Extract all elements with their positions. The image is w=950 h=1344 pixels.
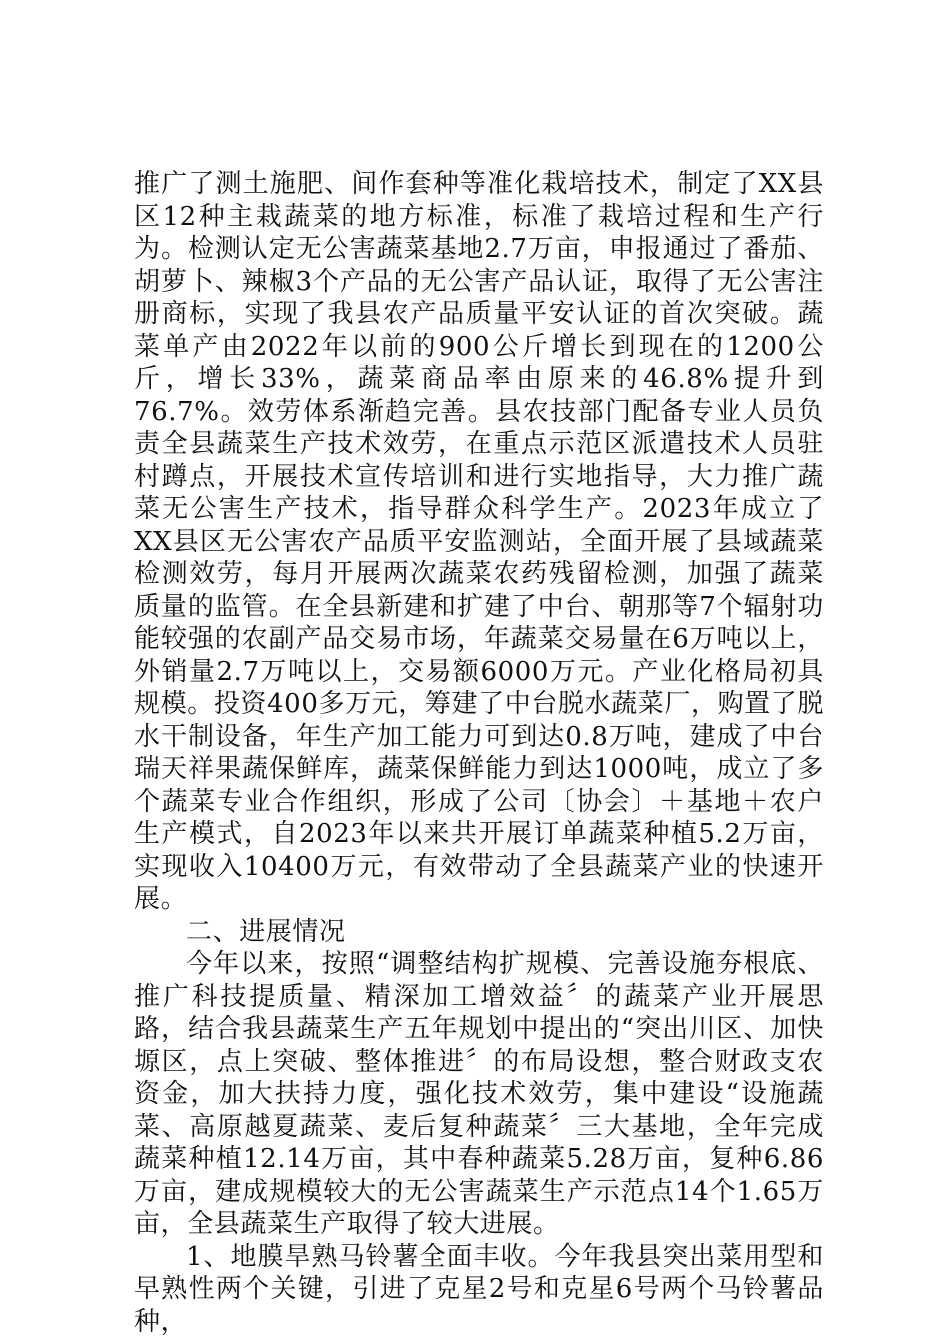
body-paragraph-potato: 1、地膜旱熟马铃薯全面丰收。今年我县突出菜用型和早熟性两个关键，引进了克星2号和克星6号两个马铃薯品种， xyxy=(134,1241,824,1337)
document-page xyxy=(134,168,824,1338)
body-paragraph-progress: 今年以来，按照“调整结构扩规模、完善设施夯根底、推广科技提质量、精深加工增效益〞的蔬菜产业开展思路，结合我县蔬菜生产五年规划中提出的“突出川区、加快塬区，点上突破、整体推进〞的布局设想，整合财政支农资金，加大扶持力度，强化技术效劳，集中建设“设施蔬菜、高原越夏蔬菜、麦后复种蔬菜〞三大基地，全年完成蔬菜种植12.14万亩，其中春种蔬菜5.28万亩，复种6.86万亩，建成规模较大的无公害蔬菜生产示范点14个1.65万亩，全县蔬菜生产取得了较大进展。 xyxy=(134,949,824,1239)
body-paragraph-continuation: 推广了测土施肥、间作套种等准化栽培技术，制定了XX县区12种主栽蔬菜的地方标准，标准了栽培过程和生产行为。检测认定无公害蔬菜基地2.7万亩，申报通过了番茄、胡萝卜、辣椒3个产品的无公害产品认证，取得了无公害注册商标，实现了我县农产品质量平安认证的首次突破。蔬菜单产由2022年以前的900公斤增长到现在的1200公斤，增长33%，蔬菜商品率由原来的46.8%提升到76.7%。效劳体系渐趋完善。县农技部门配备专业人员负责全县蔬菜生产技术效劳，在重点示范区派遣技术人员驻村蹲点，开展技术宣传培训和进行实地指导，大力推广蔬菜无公害生产技术，指导群众科学生产。2023年成立了XX县区无公害农产品质平安监测站，全面开展了县域蔬菜检测效劳，每月开展两次蔬菜农药残留检测，加强了蔬菜质量的监管。在全县新建和扩建了中台、朝那等7个辐射功能较强的农副产品交易市场，年蔬菜交易量在6万吨以上，外销量2.7万吨以上，交易额6000万元。产业化格局初具规模。投资400多万元，筹建了中台脱水蔬菜厂，购置了脱水干制设备，年生产加工能力可到达0.8万吨，建成了中台瑞天祥果蔬保鲜库，蔬菜保鲜能力到达1000吨，成立了多个蔬菜专业合作组织，形成了公司〔协会〕＋基地＋农户生产模式，自2023年以来共开展订单蔬菜种植5.2万亩，实现收入10400万元，有效带动了全县蔬菜产业的快速开展。 xyxy=(134,169,824,914)
section-heading: 二、进展情况 xyxy=(186,916,346,947)
